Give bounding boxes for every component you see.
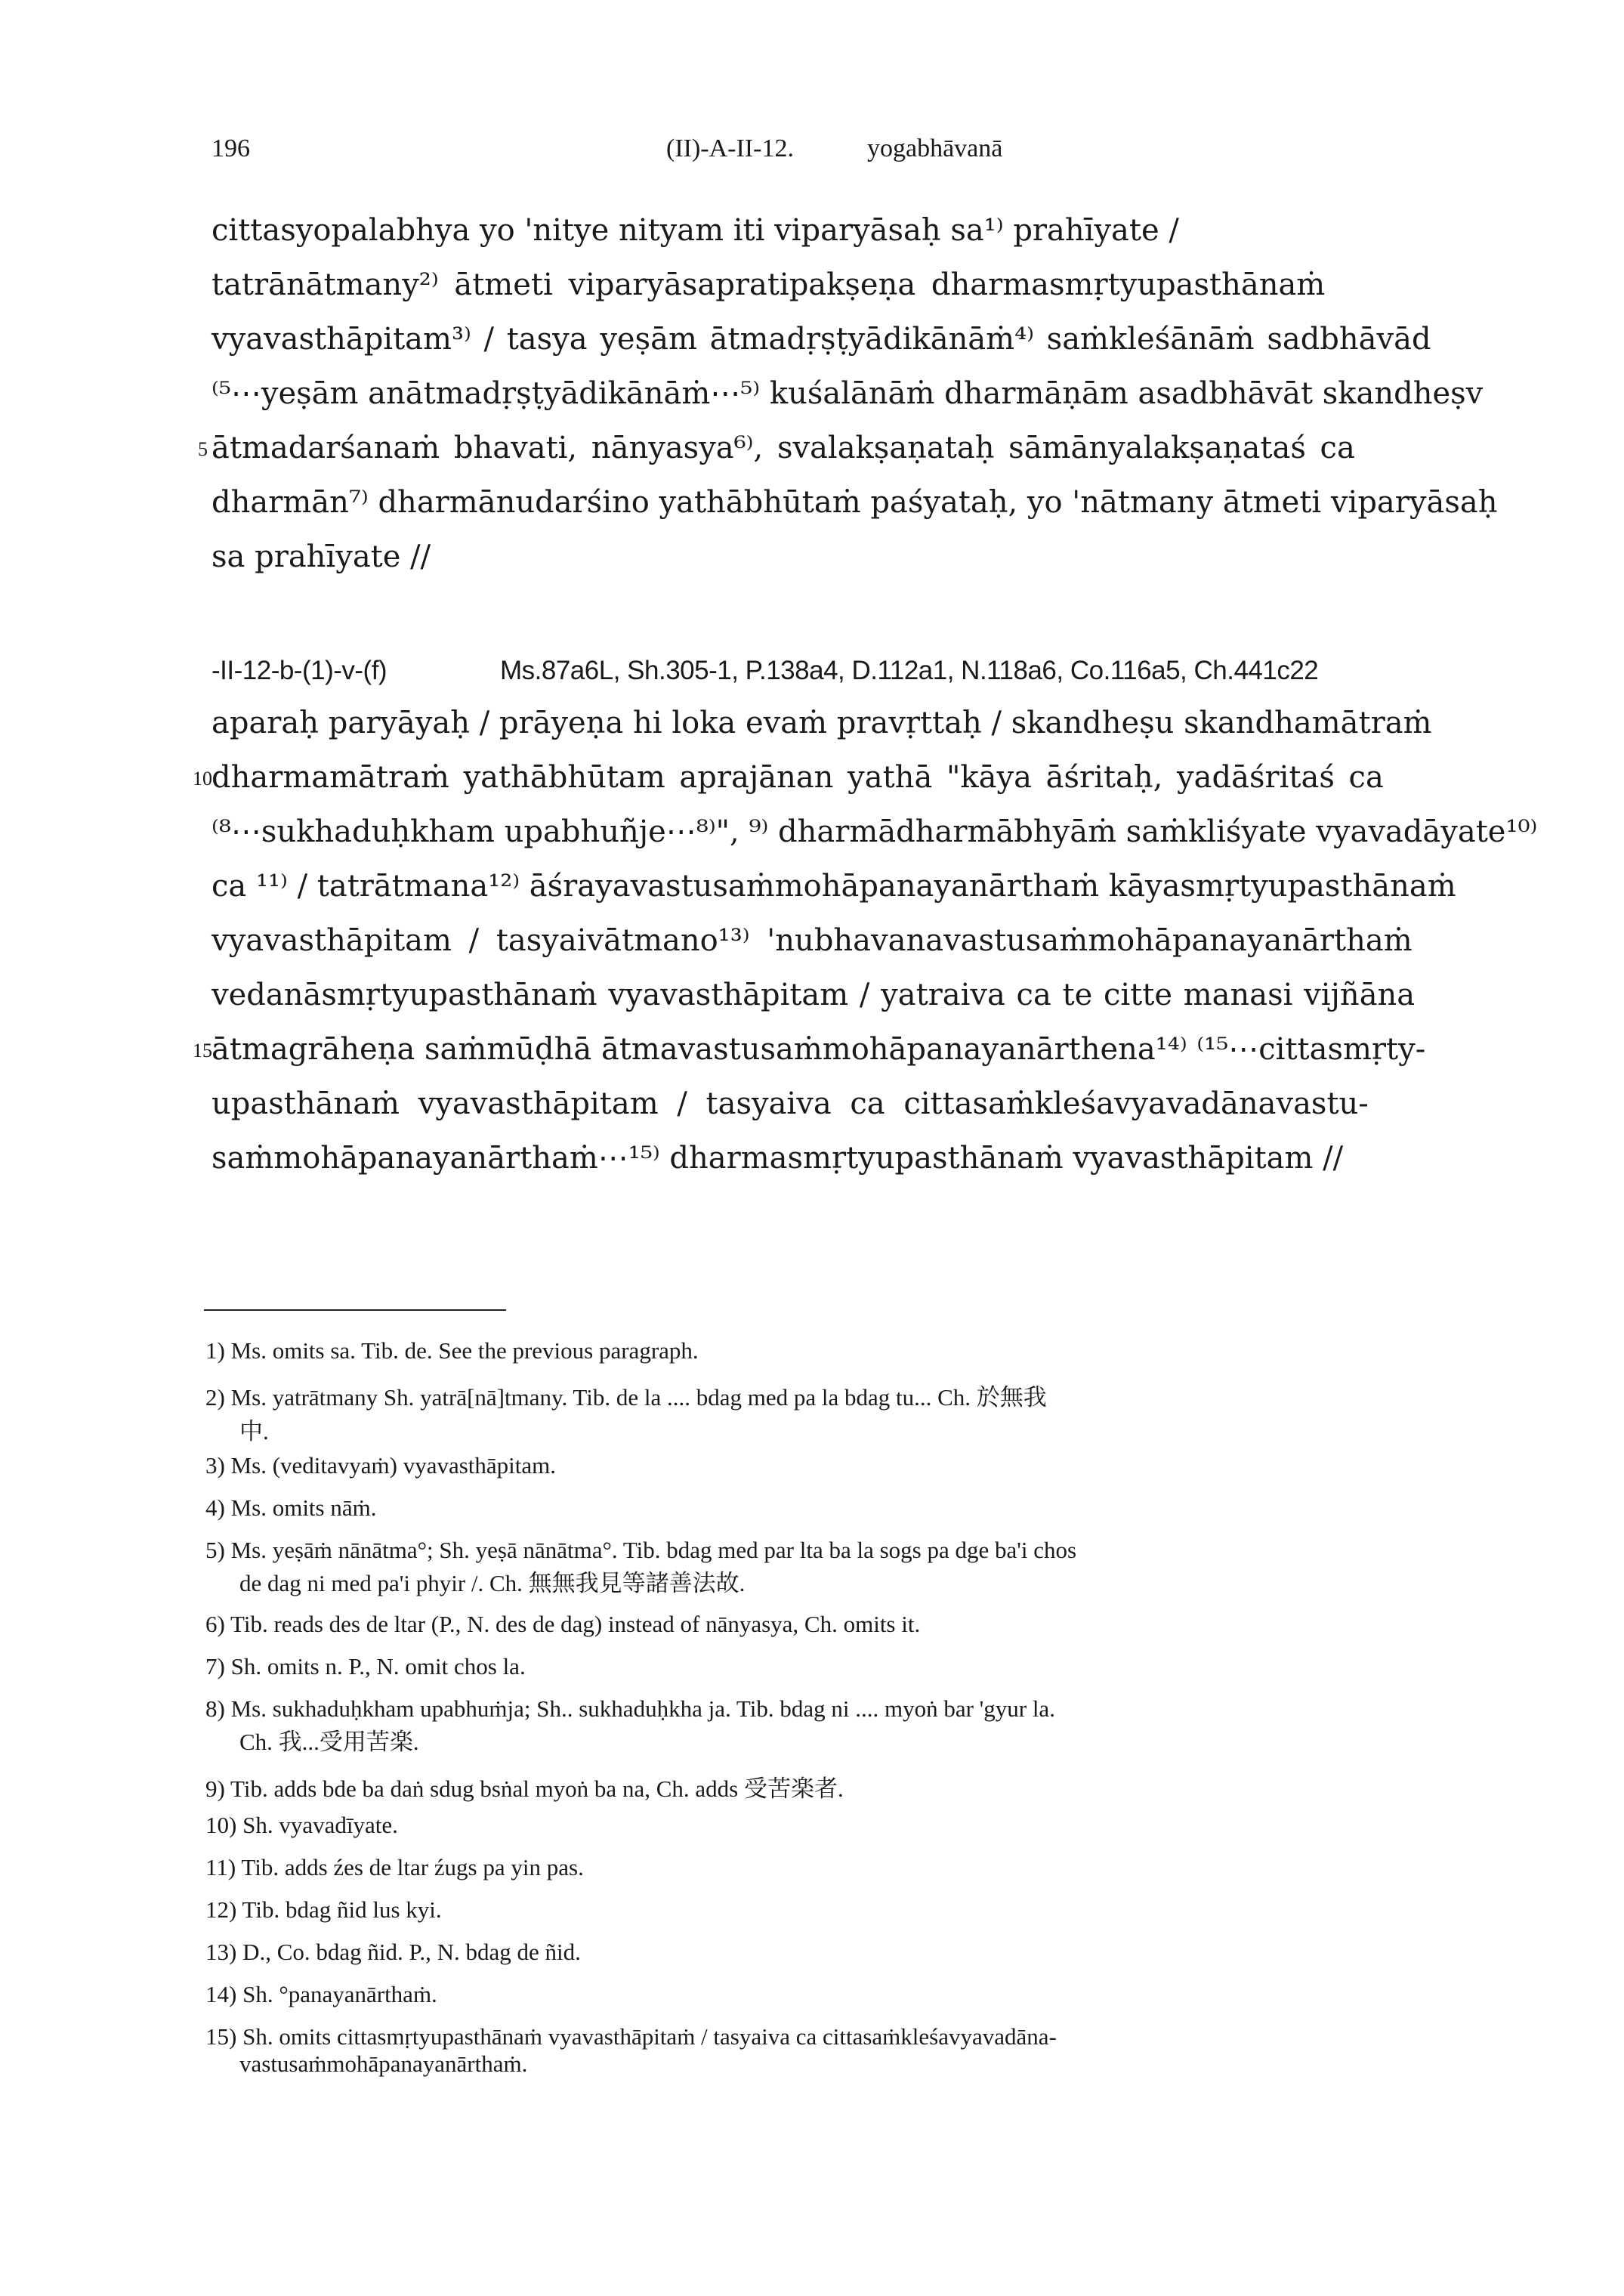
text-line: ātmadarśanaṁ bhavati, nānyasya⁶⁾, svalakṣaṇataḥ sāmānyalakṣaṇataś ca [211,431,1355,465]
footnote: 8) Ms. sukhaduḥkham upabhuṁja; Sh.. sukhaduḥkha ja. Tib. bdag ni .... myoṅ bar 'gyur la. Ch. 我...受用苦楽. [205,1695,1055,1755]
text-line: upasthānaṁ vyavasthāpitam / tasyaiva ca cittasaṁkleśavyavadānavastu- [211,1086,1369,1121]
text-line: cittasyopalabhya yo 'nitye nityam iti viparyāsaḥ sa¹⁾ prahīyate / [211,213,1179,248]
page-number: 196 [211,134,250,162]
line-number: 15 [193,1040,212,1061]
line-number: 5 [198,438,208,460]
section-id: -II-12-b-(1)-v-(f) [211,656,387,685]
footnote: 4) Ms. omits nāṁ. [205,1494,377,1521]
footnote: 7) Sh. omits n. P., N. omit chos la. [205,1653,526,1680]
footnote: 5) Ms. yeṣāṁ nānātma°; Sh. yeṣā nānātma°. Tib. bdag med par lta ba la sogs pa dge ba'i chos de dag ni med pa'i phyir /. Ch. 無無我見等諸善法故. [205,1537,1077,1596]
footnote: 12) Tib. bdag ñid lus kyi. [205,1896,442,1923]
footnote: 9) Tib. adds bde ba daṅ sdug bsṅal myoṅ ba na, Ch. adds 受苦楽者. [205,1775,844,1802]
text-line: sa prahīyate // [211,539,431,574]
text-line: dharmamātraṁ yathābhūtam aprajānan yathā "kāya āśritaḥ, yadāśritaś ca [211,760,1384,795]
text-line: tatrānātmany²⁾ ātmeti viparyāsapratipakṣeṇa dharmasmṛtyupasthānaṁ [211,267,1326,302]
text-line: saṁmohāpanayanārthaṁ⋯¹⁵⁾ dharmasmṛtyupasthānaṁ vyavasthāpitam // [211,1141,1344,1176]
running-header [211,134,1496,172]
footnote: 2) Ms. yatrātmany Sh. yatrā[nā]tmany. Tib. de la .... bdag med pa la bdag tu... Ch. 於無我 中. [205,1384,1047,1445]
footnote: 14) Sh. °panayanārthaṁ. [205,1981,437,2007]
text-line: ātmagrāheṇa saṁmūḍhā ātmavastusaṁmohāpanayanārthena¹⁴⁾ ⁽¹⁵⋯cittasmṛty- [211,1032,1426,1067]
text-line: aparaḥ paryāyaḥ / prāyeṇa hi loka evaṁ pravṛttaḥ / skandheṣu skandhamātraṁ [211,706,1432,740]
footnote: 15) Sh. omits cittasmṛtyupasthānaṁ vyavasthāpitaṁ / tasyaiva ca cittasaṁkleśavyavadāna- vastusaṁmohāpanayanārthaṁ. [205,2023,1057,2077]
section-code: (II)-A-II-12. [666,134,794,162]
source-references: Ms.87a6L, Sh.305-1, P.138a4, D.112a1, N.118a6, Co.116a5, Ch.441c22 [500,656,1319,685]
footnote: 10) Sh. vyavadīyate. [205,1812,398,1838]
footnote-rule [204,1309,506,1311]
text-line: ca ¹¹⁾ / tatrātmana¹²⁾ āśrayavastusaṁmohāpanayanārthaṁ kāyasmṛtyupasthānaṁ [211,869,1456,904]
text-line: vedanāsmṛtyupasthānaṁ vyavasthāpitam / yatraiva ca te citte manasi vijñāna [211,978,1416,1012]
text-line: vyavasthāpitam / tasyaivātmano¹³⁾ 'nubhavanavastusaṁmohāpanayanārthaṁ [211,923,1413,958]
line-number: 10 [193,768,212,790]
footnote: 13) D., Co. bdag ñid. P., N. bdag de ñid. [205,1939,581,1965]
text-line: ⁽⁵⋯yeṣām anātmadṛṣṭyādikānāṁ⋯⁵⁾ kuśalānāṁ dharmāṇām asadbhāvāt skandheṣv [211,376,1484,411]
running-title: yogabhāvanā [867,134,1003,162]
footnote: 3) Ms. (veditavyaṁ) vyavasthāpitam. [205,1452,557,1479]
text-line: dharmān⁷⁾ dharmānudarśino yathābhūtaṁ paśyataḥ, yo 'nātmany ātmeti viparyāsaḥ [211,485,1498,520]
footnote: 11) Tib. adds źes de ltar źugs pa yin pas. [205,1854,584,1880]
text-line: vyavasthāpitam³⁾ / tasya yeṣām ātmadṛṣṭyādikānāṁ⁴⁾ saṁkleśānāṁ sadbhāvād [211,322,1431,357]
footnote: 6) Tib. reads des de ltar (P., N. des de dag) instead of nānyasya, Ch. omits it. [205,1611,921,1637]
footnote: 1) Ms. omits sa. Tib. de. See the previous paragraph. [205,1337,699,1364]
text-line: ⁽⁸⋯sukhaduḥkham upabhuñje⋯⁸⁾", ⁹⁾ dharmādharmābhyāṁ saṁkliśyate vyavadāyate¹⁰⁾ [211,814,1538,849]
